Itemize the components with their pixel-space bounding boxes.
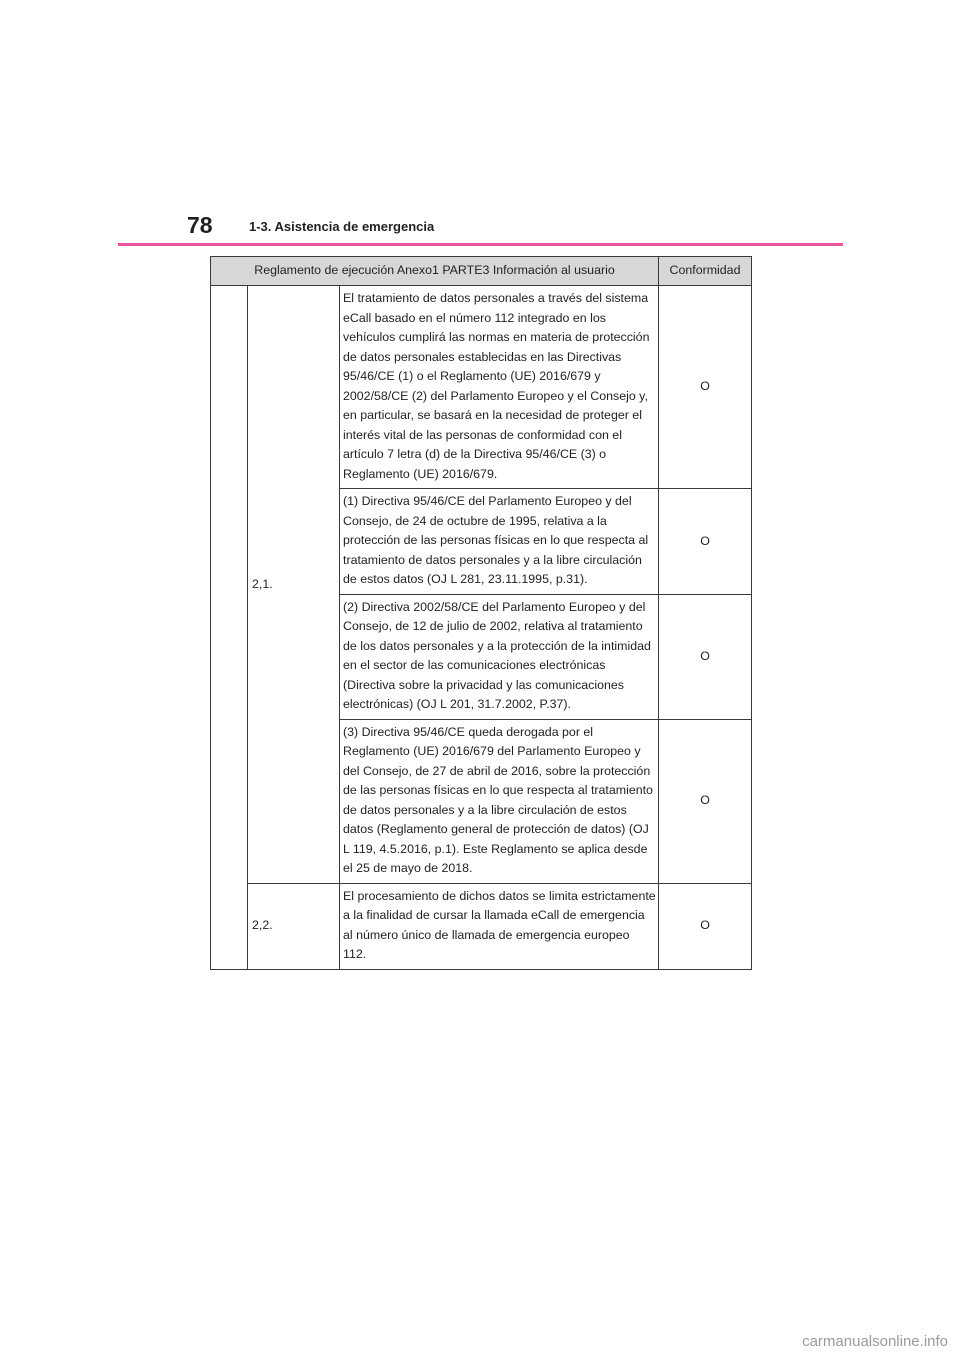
regulation-column-header: Reglamento de ejecución Anexo1 PARTE3 Información al usuario	[211, 257, 659, 286]
table-row	[211, 883, 752, 969]
table-row	[211, 286, 752, 489]
conformity-mark: O	[659, 594, 752, 719]
clause-number: 2,2.	[248, 883, 340, 969]
conformity-mark: O	[659, 286, 752, 489]
conformity-mark: O	[659, 883, 752, 969]
blank-indent-cell	[211, 286, 248, 970]
clause-text: El tratamiento de datos personales a través del sistema eCall basado en el número 112 integrado en los vehículos cumplirá las normas en materia de protección de datos personales establecidas en las Directivas 95/46/CE (1) o el Reglamento (UE) 2016/679 y 2002/58/CE (2) del Parlamento Europeo y el Consejo y, en particular, se basará en la necesidad de proteger el interés vital de las personas de conformidad con el artículo 7 letra (d) de la Directiva 95/46/CE (3) o Reglamento (UE) 2016/679.	[340, 286, 659, 489]
header-divider	[118, 243, 843, 246]
footnote-text: (1) Directiva 95/46/CE del Parlamento Europeo y del Consejo, de 24 de octubre de 1995, relativa a la protección de las personas físicas en lo que respecta al tratamiento de datos personales y a la libre circulación de estos datos (OJ L 281, 23.11.1995, p.31).	[340, 489, 659, 595]
regulation-table	[210, 256, 752, 970]
table-header-row	[211, 257, 752, 286]
clause-text: El procesamiento de dichos datos se limita estrictamente a la finalidad de cursar la llamada eCall de emergencia al número único de llamada de emergencia europeo 112.	[340, 883, 659, 969]
conformity-mark: O	[659, 719, 752, 883]
page-number: 78	[187, 212, 213, 238]
conformity-mark: O	[659, 489, 752, 595]
footnote-text: (3) Directiva 95/46/CE queda derogada por el Reglamento (UE) 2016/679 del Parlamento Europeo y del Consejo, de 27 de abril de 2016, sobre la protección de las personas físicas en lo que respecta al tratamiento de datos personales y a la libre circulación de estos datos (Reglamento general de protección de datos) (OJ L 119, 4.5.2016, p.1). Este Reglamento se aplica desde el 25 de mayo de 2018.	[340, 719, 659, 883]
clause-number: 2,1.	[248, 286, 340, 884]
footnote-text: (2) Directiva 2002/58/CE del Parlamento Europeo y del Consejo, de 12 de julio de 2002, relativa al tratamiento de los datos personales y a la protección de la intimidad en el sector de las comunicaciones electrónicas (Directiva sobre la privacidad y las comunicaciones electrónicas) (OJ L 201, 31.7.2002, P.37).	[340, 594, 659, 719]
section-title: 1-3. Asistencia de emergencia	[249, 219, 435, 234]
conformity-column-header: Conformidad	[659, 257, 752, 286]
watermark-link[interactable]: carmanualsonline.info	[802, 1333, 948, 1350]
